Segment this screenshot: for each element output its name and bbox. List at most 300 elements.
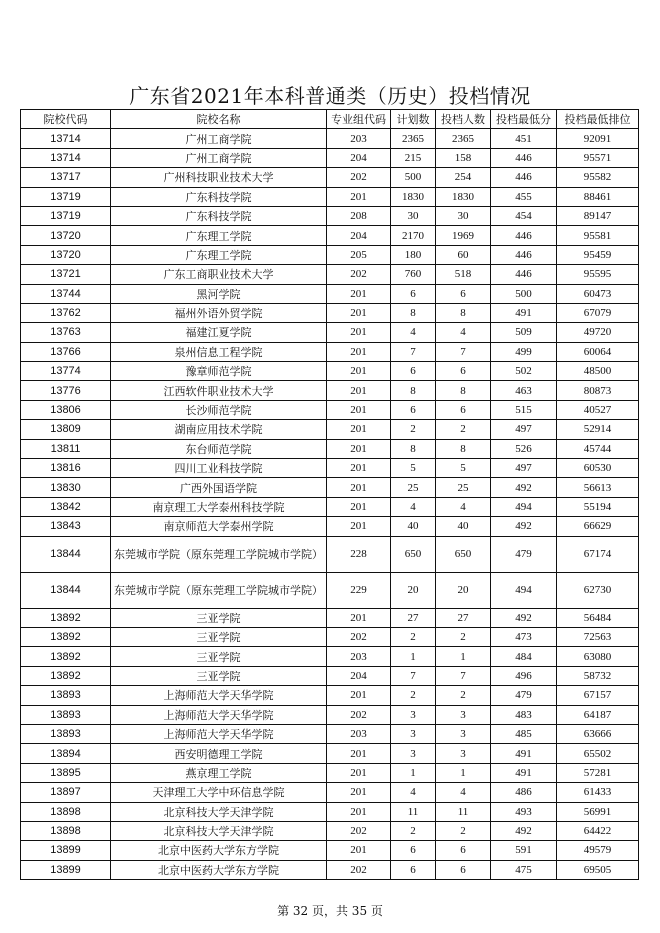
admitted-count-cell: 11 <box>436 802 491 821</box>
table-row <box>21 206 639 225</box>
group-code-cell: 203 <box>327 129 391 148</box>
min-rank-cell: 60473 <box>557 284 639 303</box>
school-code-cell: 13806 <box>21 400 111 419</box>
min-score-cell: 500 <box>491 284 557 303</box>
school-code-cell: 13809 <box>21 420 111 439</box>
min-score-cell: 479 <box>491 686 557 705</box>
group-code-cell: 201 <box>327 323 391 342</box>
plan-count-cell: 650 <box>391 536 436 572</box>
plan-count-cell: 6 <box>391 362 436 381</box>
min-score-cell: 499 <box>491 342 557 361</box>
school-name-cell: 广州科技职业技术大学 <box>111 168 327 187</box>
group-code-cell: 201 <box>327 763 391 782</box>
admitted-count-cell: 6 <box>436 284 491 303</box>
table-row <box>21 763 639 782</box>
admitted-count-cell: 650 <box>436 536 491 572</box>
group-code-cell: 201 <box>327 439 391 458</box>
header-plan-count: 计划数 <box>391 110 436 129</box>
plan-count-cell: 1 <box>391 647 436 666</box>
plan-count-cell: 27 <box>391 608 436 627</box>
school-code-cell: 13844 <box>21 536 111 572</box>
min-rank-cell: 48500 <box>557 362 639 381</box>
school-name-cell: 上海师范大学天华学院 <box>111 724 327 743</box>
admitted-count-cell: 20 <box>436 572 491 608</box>
group-code-cell: 201 <box>327 284 391 303</box>
school-code-cell: 13892 <box>21 647 111 666</box>
admitted-count-cell: 3 <box>436 724 491 743</box>
group-code-cell: 208 <box>327 206 391 225</box>
table-row <box>21 497 639 516</box>
school-name-cell: 北京中医药大学东方学院 <box>111 860 327 879</box>
min-rank-cell: 69505 <box>557 860 639 879</box>
group-code-cell: 201 <box>327 497 391 516</box>
table-row <box>21 187 639 206</box>
min-score-cell: 446 <box>491 226 557 245</box>
admitted-count-cell: 2 <box>436 627 491 646</box>
school-name-cell: 广州工商学院 <box>111 148 327 167</box>
min-score-cell: 479 <box>491 536 557 572</box>
admitted-count-cell: 4 <box>436 323 491 342</box>
plan-count-cell: 30 <box>391 206 436 225</box>
min-rank-cell: 89147 <box>557 206 639 225</box>
table-row <box>21 226 639 245</box>
school-name-cell: 东莞城市学院（原东莞理工学院城市学院） <box>111 572 327 608</box>
school-code-cell: 13893 <box>21 724 111 743</box>
min-score-cell: 446 <box>491 168 557 187</box>
min-score-cell: 446 <box>491 148 557 167</box>
min-score-cell: 446 <box>491 265 557 284</box>
table-row <box>21 303 639 322</box>
school-name-cell: 江西软件职业技术大学 <box>111 381 327 400</box>
table-row <box>21 536 639 572</box>
table-row <box>21 860 639 879</box>
school-name-cell: 广东理工学院 <box>111 226 327 245</box>
plan-count-cell: 760 <box>391 265 436 284</box>
school-name-cell: 福建江夏学院 <box>111 323 327 342</box>
admitted-count-cell: 30 <box>436 206 491 225</box>
school-name-cell: 广西外国语学院 <box>111 478 327 497</box>
header-min-score: 投档最低分 <box>491 110 557 129</box>
plan-count-cell: 8 <box>391 303 436 322</box>
plan-count-cell: 40 <box>391 517 436 536</box>
table-row <box>21 841 639 860</box>
table-row <box>21 129 639 148</box>
plan-count-cell: 4 <box>391 497 436 516</box>
plan-count-cell: 3 <box>391 724 436 743</box>
school-code-cell: 13899 <box>21 860 111 879</box>
school-code-cell: 13776 <box>21 381 111 400</box>
table-row <box>21 478 639 497</box>
min-score-cell: 451 <box>491 129 557 148</box>
school-code-cell: 13842 <box>21 497 111 516</box>
school-name-cell: 南京理工大学泰州科技学院 <box>111 497 327 516</box>
table-row <box>21 608 639 627</box>
table-row <box>21 323 639 342</box>
plan-count-cell: 20 <box>391 572 436 608</box>
plan-count-cell: 5 <box>391 459 436 478</box>
school-code-cell: 13892 <box>21 608 111 627</box>
school-code-cell: 13719 <box>21 206 111 225</box>
plan-count-cell: 6 <box>391 860 436 879</box>
min-score-cell: 496 <box>491 666 557 685</box>
plan-count-cell: 4 <box>391 783 436 802</box>
table-row <box>21 666 639 685</box>
school-code-cell: 13892 <box>21 666 111 685</box>
min-score-cell: 526 <box>491 439 557 458</box>
plan-count-cell: 3 <box>391 705 436 724</box>
min-score-cell: 492 <box>491 478 557 497</box>
plan-count-cell: 2 <box>391 686 436 705</box>
admitted-count-cell: 8 <box>436 439 491 458</box>
min-score-cell: 497 <box>491 420 557 439</box>
min-rank-cell: 66629 <box>557 517 639 536</box>
min-rank-cell: 56613 <box>557 478 639 497</box>
group-code-cell: 203 <box>327 724 391 743</box>
plan-count-cell: 6 <box>391 400 436 419</box>
min-score-cell: 473 <box>491 627 557 646</box>
school-code-cell: 13719 <box>21 187 111 206</box>
school-name-cell: 天津理工大学中环信息学院 <box>111 783 327 802</box>
admitted-count-cell: 3 <box>436 744 491 763</box>
school-code-cell: 13763 <box>21 323 111 342</box>
admitted-count-cell: 40 <box>436 517 491 536</box>
group-code-cell: 201 <box>327 478 391 497</box>
table-row <box>21 362 639 381</box>
school-name-cell: 燕京理工学院 <box>111 763 327 782</box>
header-school-code: 院校代码 <box>21 110 111 129</box>
school-code-cell: 13844 <box>21 572 111 608</box>
min-rank-cell: 63080 <box>557 647 639 666</box>
min-score-cell: 483 <box>491 705 557 724</box>
min-rank-cell: 95581 <box>557 226 639 245</box>
min-score-cell: 502 <box>491 362 557 381</box>
admitted-count-cell: 60 <box>436 245 491 264</box>
table-row <box>21 705 639 724</box>
min-rank-cell: 45744 <box>557 439 639 458</box>
plan-count-cell: 8 <box>391 439 436 458</box>
min-score-cell: 491 <box>491 303 557 322</box>
table-row <box>21 647 639 666</box>
school-name-cell: 广东工商职业技术大学 <box>111 265 327 284</box>
min-score-cell: 491 <box>491 763 557 782</box>
admitted-count-cell: 7 <box>436 342 491 361</box>
admitted-count-cell: 7 <box>436 666 491 685</box>
school-code-cell: 13830 <box>21 478 111 497</box>
admitted-count-cell: 1969 <box>436 226 491 245</box>
min-score-cell: 475 <box>491 860 557 879</box>
admitted-count-cell: 518 <box>436 265 491 284</box>
group-code-cell: 201 <box>327 303 391 322</box>
school-code-cell: 13892 <box>21 627 111 646</box>
school-code-cell: 13714 <box>21 148 111 167</box>
table-row <box>21 517 639 536</box>
min-rank-cell: 52914 <box>557 420 639 439</box>
min-rank-cell: 57281 <box>557 763 639 782</box>
min-rank-cell: 67157 <box>557 686 639 705</box>
table-row <box>21 459 639 478</box>
plan-count-cell: 3 <box>391 744 436 763</box>
table-row <box>21 686 639 705</box>
school-name-cell: 北京科技大学天津学院 <box>111 802 327 821</box>
min-rank-cell: 88461 <box>557 187 639 206</box>
group-code-cell: 229 <box>327 572 391 608</box>
min-rank-cell: 61433 <box>557 783 639 802</box>
admitted-count-cell: 8 <box>436 381 491 400</box>
admitted-count-cell: 6 <box>436 362 491 381</box>
min-score-cell: 463 <box>491 381 557 400</box>
school-name-cell: 三亚学院 <box>111 647 327 666</box>
group-code-cell: 201 <box>327 400 391 419</box>
group-code-cell: 201 <box>327 744 391 763</box>
school-name-cell: 上海师范大学天华学院 <box>111 686 327 705</box>
school-code-cell: 13774 <box>21 362 111 381</box>
school-name-cell: 三亚学院 <box>111 627 327 646</box>
school-name-cell: 泉州信息工程学院 <box>111 342 327 361</box>
table-row <box>21 744 639 763</box>
table-row <box>21 342 639 361</box>
school-name-cell: 北京科技大学天津学院 <box>111 821 327 840</box>
min-score-cell: 491 <box>491 744 557 763</box>
document-title: 广东省2021年本科普通类（历史）投档情况 <box>129 84 531 108</box>
table-row <box>21 265 639 284</box>
min-rank-cell: 60064 <box>557 342 639 361</box>
min-rank-cell: 55194 <box>557 497 639 516</box>
school-name-cell: 广东科技学院 <box>111 206 327 225</box>
min-rank-cell: 95459 <box>557 245 639 264</box>
group-code-cell: 204 <box>327 148 391 167</box>
min-score-cell: 591 <box>491 841 557 860</box>
min-score-cell: 492 <box>491 821 557 840</box>
plan-count-cell: 6 <box>391 284 436 303</box>
school-code-cell: 13894 <box>21 744 111 763</box>
group-code-cell: 201 <box>327 686 391 705</box>
plan-count-cell: 2 <box>391 627 436 646</box>
group-code-cell: 202 <box>327 821 391 840</box>
school-name-cell: 北京中医药大学东方学院 <box>111 841 327 860</box>
school-name-cell: 东台师范学院 <box>111 439 327 458</box>
admitted-count-cell: 4 <box>436 783 491 802</box>
group-code-cell: 204 <box>327 226 391 245</box>
min-rank-cell: 62730 <box>557 572 639 608</box>
school-name-cell: 广东科技学院 <box>111 187 327 206</box>
plan-count-cell: 7 <box>391 666 436 685</box>
plan-count-cell: 4 <box>391 323 436 342</box>
header-admitted-count: 投档人数 <box>436 110 491 129</box>
plan-count-cell: 6 <box>391 841 436 860</box>
plan-count-cell: 25 <box>391 478 436 497</box>
admission-table <box>20 109 639 880</box>
school-name-cell: 四川工业科技学院 <box>111 459 327 478</box>
school-code-cell: 13816 <box>21 459 111 478</box>
school-code-cell: 13893 <box>21 686 111 705</box>
school-code-cell: 13893 <box>21 705 111 724</box>
min-score-cell: 492 <box>491 608 557 627</box>
admitted-count-cell: 2365 <box>436 129 491 148</box>
min-rank-cell: 95582 <box>557 168 639 187</box>
group-code-cell: 202 <box>327 627 391 646</box>
admitted-count-cell: 3 <box>436 705 491 724</box>
school-code-cell: 13897 <box>21 783 111 802</box>
table-header-row <box>21 110 639 129</box>
school-code-cell: 13714 <box>21 129 111 148</box>
plan-count-cell: 1 <box>391 763 436 782</box>
school-name-cell: 上海师范大学天华学院 <box>111 705 327 724</box>
group-code-cell: 201 <box>327 841 391 860</box>
group-code-cell: 228 <box>327 536 391 572</box>
page-footer: 第 32 页，共 35 页 <box>277 904 383 918</box>
school-code-cell: 13898 <box>21 821 111 840</box>
school-name-cell: 三亚学院 <box>111 608 327 627</box>
school-code-cell: 13717 <box>21 168 111 187</box>
admitted-count-cell: 158 <box>436 148 491 167</box>
plan-count-cell: 1830 <box>391 187 436 206</box>
min-score-cell: 446 <box>491 245 557 264</box>
min-rank-cell: 67079 <box>557 303 639 322</box>
school-code-cell: 13720 <box>21 245 111 264</box>
school-code-cell: 13766 <box>21 342 111 361</box>
group-code-cell: 202 <box>327 168 391 187</box>
admitted-count-cell: 2 <box>436 686 491 705</box>
group-code-cell: 203 <box>327 647 391 666</box>
group-code-cell: 202 <box>327 860 391 879</box>
min-score-cell: 509 <box>491 323 557 342</box>
school-code-cell: 13720 <box>21 226 111 245</box>
min-score-cell: 484 <box>491 647 557 666</box>
min-rank-cell: 64187 <box>557 705 639 724</box>
min-rank-cell: 95595 <box>557 265 639 284</box>
school-code-cell: 13811 <box>21 439 111 458</box>
school-name-cell: 湖南应用技术学院 <box>111 420 327 439</box>
min-rank-cell: 92091 <box>557 129 639 148</box>
group-code-cell: 201 <box>327 362 391 381</box>
min-rank-cell: 56484 <box>557 608 639 627</box>
school-name-cell: 东莞城市学院（原东莞理工学院城市学院） <box>111 536 327 572</box>
group-code-cell: 202 <box>327 705 391 724</box>
table-row <box>21 439 639 458</box>
plan-count-cell: 2170 <box>391 226 436 245</box>
table-row <box>21 420 639 439</box>
school-name-cell: 黑河学院 <box>111 284 327 303</box>
admitted-count-cell: 254 <box>436 168 491 187</box>
min-score-cell: 494 <box>491 572 557 608</box>
min-score-cell: 486 <box>491 783 557 802</box>
min-rank-cell: 72563 <box>557 627 639 646</box>
group-code-cell: 201 <box>327 420 391 439</box>
school-name-cell: 广州工商学院 <box>111 129 327 148</box>
table-row <box>21 724 639 743</box>
group-code-cell: 201 <box>327 459 391 478</box>
min-rank-cell: 64422 <box>557 821 639 840</box>
plan-count-cell: 215 <box>391 148 436 167</box>
min-score-cell: 485 <box>491 724 557 743</box>
min-score-cell: 497 <box>491 459 557 478</box>
group-code-cell: 201 <box>327 342 391 361</box>
group-code-cell: 201 <box>327 608 391 627</box>
table-row <box>21 802 639 821</box>
admitted-count-cell: 6 <box>436 400 491 419</box>
admitted-count-cell: 8 <box>436 303 491 322</box>
admitted-count-cell: 27 <box>436 608 491 627</box>
group-code-cell: 202 <box>327 265 391 284</box>
group-code-cell: 201 <box>327 783 391 802</box>
table-row <box>21 245 639 264</box>
admitted-count-cell: 1 <box>436 647 491 666</box>
min-rank-cell: 49720 <box>557 323 639 342</box>
admitted-count-cell: 2 <box>436 420 491 439</box>
min-score-cell: 493 <box>491 802 557 821</box>
admitted-count-cell: 2 <box>436 821 491 840</box>
admitted-count-cell: 4 <box>436 497 491 516</box>
min-rank-cell: 56991 <box>557 802 639 821</box>
school-name-cell: 南京师范大学泰州学院 <box>111 517 327 536</box>
group-code-cell: 201 <box>327 517 391 536</box>
school-name-cell: 三亚学院 <box>111 666 327 685</box>
group-code-cell: 201 <box>327 187 391 206</box>
school-code-cell: 13898 <box>21 802 111 821</box>
school-code-cell: 13762 <box>21 303 111 322</box>
school-name-cell: 西安明德理工学院 <box>111 744 327 763</box>
school-code-cell: 13721 <box>21 265 111 284</box>
table-row <box>21 821 639 840</box>
school-name-cell: 长沙师范学院 <box>111 400 327 419</box>
min-rank-cell: 65502 <box>557 744 639 763</box>
school-name-cell: 福州外语外贸学院 <box>111 303 327 322</box>
min-score-cell: 455 <box>491 187 557 206</box>
school-code-cell: 13895 <box>21 763 111 782</box>
plan-count-cell: 2 <box>391 420 436 439</box>
header-group-code: 专业组代码 <box>327 110 391 129</box>
plan-count-cell: 11 <box>391 802 436 821</box>
header-min-rank: 投档最低排位 <box>557 110 639 129</box>
min-rank-cell: 63666 <box>557 724 639 743</box>
admitted-count-cell: 25 <box>436 478 491 497</box>
school-code-cell: 13744 <box>21 284 111 303</box>
school-name-cell: 广东理工学院 <box>111 245 327 264</box>
plan-count-cell: 180 <box>391 245 436 264</box>
min-rank-cell: 40527 <box>557 400 639 419</box>
table-row <box>21 400 639 419</box>
group-code-cell: 201 <box>327 381 391 400</box>
min-rank-cell: 80873 <box>557 381 639 400</box>
admitted-count-cell: 1830 <box>436 187 491 206</box>
table-row <box>21 168 639 187</box>
table-row <box>21 627 639 646</box>
admitted-count-cell: 5 <box>436 459 491 478</box>
min-rank-cell: 95571 <box>557 148 639 167</box>
header-school-name: 院校名称 <box>111 110 327 129</box>
min-rank-cell: 60530 <box>557 459 639 478</box>
table-row <box>21 148 639 167</box>
school-code-cell: 13899 <box>21 841 111 860</box>
table-row <box>21 783 639 802</box>
min-rank-cell: 58732 <box>557 666 639 685</box>
min-score-cell: 494 <box>491 497 557 516</box>
school-code-cell: 13843 <box>21 517 111 536</box>
min-rank-cell: 49579 <box>557 841 639 860</box>
school-name-cell: 豫章师范学院 <box>111 362 327 381</box>
group-code-cell: 205 <box>327 245 391 264</box>
group-code-cell: 204 <box>327 666 391 685</box>
min-score-cell: 454 <box>491 206 557 225</box>
min-rank-cell: 67174 <box>557 536 639 572</box>
table-row <box>21 381 639 400</box>
plan-count-cell: 8 <box>391 381 436 400</box>
min-score-cell: 515 <box>491 400 557 419</box>
group-code-cell: 201 <box>327 802 391 821</box>
plan-count-cell: 2 <box>391 821 436 840</box>
admitted-count-cell: 1 <box>436 763 491 782</box>
table-row <box>21 284 639 303</box>
